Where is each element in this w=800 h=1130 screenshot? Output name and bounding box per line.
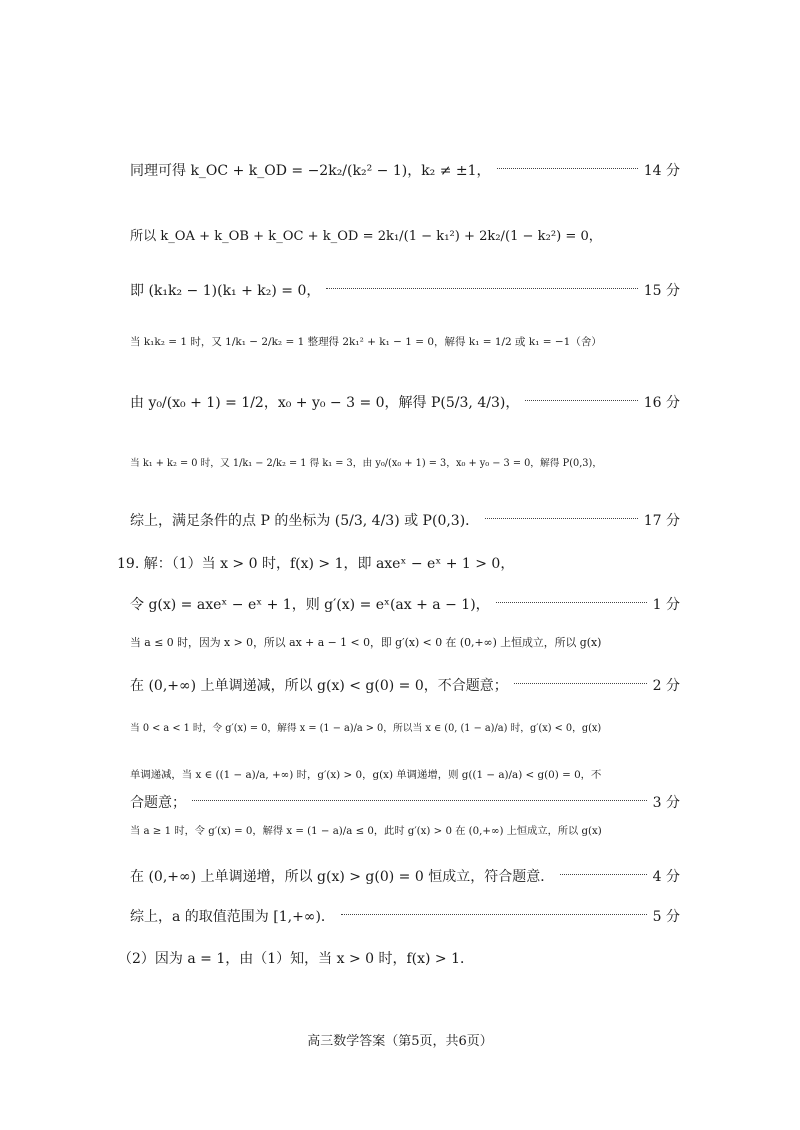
line-text: 在 (0,+∞) 上单调递增，所以 g(x) > g(0) = 0 恒成立，符合题意． [130, 869, 555, 885]
solution-line-9 [130, 594, 680, 614]
line-text: 综上，a 的取值范围为 [1,+∞)． [130, 909, 335, 925]
score-mark: 4 分 [652, 869, 680, 885]
line-text: 综上，满足条件的点 P 的坐标为 (5/3, 4/3) 或 P(0,3)． [130, 513, 480, 529]
score-mark: 14 分 [643, 163, 680, 179]
line-text: 同理可得 k_OC + k_OD = −2k₂/(k₂² − 1)，k₂ ≠ ±1， [130, 163, 491, 179]
solution-line-13 [130, 766, 680, 781]
line-text: 所以 k_OA + k_OB + k_OC + k_OD = 2k₁/(1 − k₁²) + 2k₂/(1 − k₂²) = 0， [130, 229, 602, 244]
line-text: 当 k₁ + k₂ = 0 时，又 1/k₁ − 2/k₂ = 1 得 k₁ = 3，由 y₀/(x₀ + 1) = 3，x₀ + y₀ − 3 = 0，解得 P(0,3)， [130, 458, 603, 469]
line-text: 由 y₀/(x₀ + 1) = 1/2，x₀ + y₀ − 3 = 0，解得 P(5/3, 4/3)， [130, 395, 520, 411]
solution-line-2 [130, 225, 680, 244]
score-mark: 2 分 [652, 678, 680, 694]
line-text: 单调递减，当 x ∈ ((1 − a)/a, +∞) 时，g′(x) > 0，g(x) 单调递增，则 g((1 − a)/a) < g(0) = 0，不 [130, 769, 602, 781]
solution-line-5 [130, 392, 680, 412]
score-mark: 17 分 [643, 513, 680, 529]
question-19-heading [117, 553, 667, 573]
line-text: 令 g(x) = axeˣ − eˣ + 1，则 g′(x) = eˣ(ax + a − 1)， [130, 597, 490, 613]
leader-dots [496, 601, 647, 603]
line-text: 合题意； [130, 795, 186, 811]
solution-line-1 [130, 160, 680, 180]
solution-line-16 [130, 866, 680, 886]
leader-dots [341, 913, 647, 915]
solution-line-4 [130, 334, 680, 349]
score-mark: 5 分 [652, 909, 680, 925]
line-text: 当 a ≤ 0 时，因为 x > 0，所以 ax + a − 1 < 0，即 g′(x) < 0 在 (0,+∞) 上恒成立，所以 g(x) [130, 636, 602, 649]
page-footer: 高三数学答案（第5页，共6页） [307, 1034, 493, 1049]
solution-line-12 [130, 720, 680, 734]
leader-dots [560, 873, 646, 875]
score-mark: 16 分 [643, 395, 680, 411]
leader-dots [485, 517, 638, 519]
line-text: 在 (0,+∞) 上单调递减，所以 g(x) < g(0) = 0，不合题意； [130, 678, 508, 694]
leader-dots [497, 167, 638, 169]
solution-line-7 [130, 510, 680, 530]
line-text: 当 k₁k₂ = 1 时，又 1/k₁ − 2/k₂ = 1 整理得 2k₁² + k₁ − 1 = 0，解得 k₁ = 1/2 或 k₁ = −1（舍） [130, 336, 602, 348]
line-text: 即 (k₁k₂ − 1)(k₁ + k₂) = 0， [130, 283, 321, 299]
solution-line-14 [130, 792, 680, 812]
solution-line-17 [130, 906, 680, 926]
line-text: 当 a ≥ 1 时，令 g′(x) = 0，解得 x = (1 − a)/a ≤ 0，此时 g′(x) > 0 在 (0,+∞) 上恒成立，所以 g(x) [130, 826, 602, 837]
solution-line-15 [130, 822, 680, 837]
leader-dots [326, 287, 637, 289]
solution-line-3 [130, 280, 680, 300]
line-text: （2）因为 a = 1，由（1）知，当 x > 0 时，f(x) > 1． [118, 951, 475, 967]
score-mark: 1 分 [652, 597, 680, 613]
line-text: 19. 解：（1）当 x > 0 时，f(x) > 1，即 axeˣ − eˣ + 1 > 0， [117, 556, 515, 572]
line-text: 当 0 < a < 1 时，令 g′(x) = 0，解得 x = (1 − a)/a > 0，所以当 x ∈ (0, (1 − a)/a) 时，g′(x) < 0，g(x) [130, 723, 602, 734]
solution-line-6 [130, 455, 680, 469]
score-mark: 3 分 [652, 795, 680, 811]
leader-dots [514, 682, 647, 684]
solution-line-11 [130, 675, 680, 695]
score-mark: 15 分 [643, 283, 680, 299]
part-2-line [118, 948, 668, 968]
leader-dots [192, 799, 647, 801]
solution-line-10 [130, 634, 680, 650]
leader-dots [525, 399, 637, 401]
